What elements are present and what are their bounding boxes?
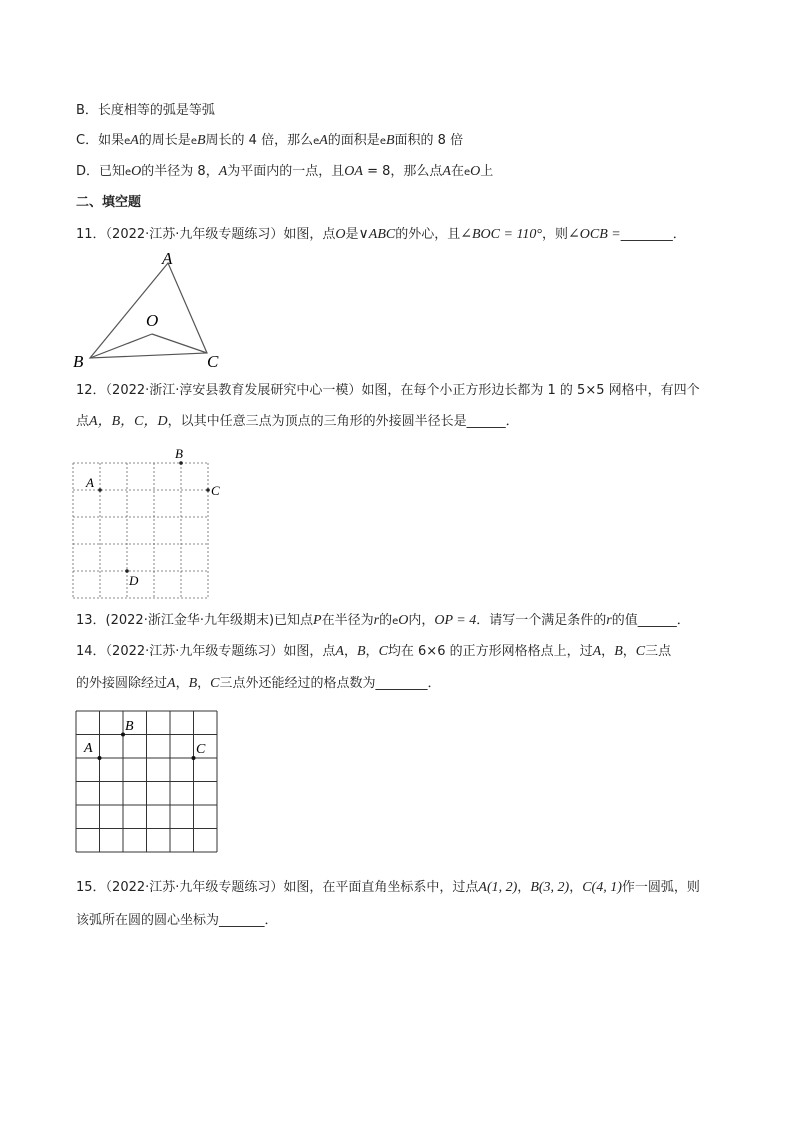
option-c-part: 面积的 8 倍 [394,133,464,148]
q14-answer-blank[interactable]: ________ [375,676,428,691]
option-d-part: 为平面内的一点，且 [227,164,345,179]
label-a: A [162,249,173,268]
point-a [98,756,102,760]
q14-point: C [378,644,388,659]
q15-point-b: B(3, 2) [530,880,570,895]
option-c-part: 的面积是 [327,133,380,148]
option-d-part: OA [344,164,363,179]
q14-sep: ， [365,644,379,659]
q13-text: ．请写一个满足条件的 [476,613,607,628]
q13-radius: r [373,613,380,628]
q12-points: A，B，C，D [89,414,168,429]
q11-answer-blank[interactable]: ________ [620,227,673,242]
q15-sep: ， [517,880,531,895]
q15-answer-blank[interactable]: _______ [219,913,265,928]
question-13 [76,611,690,632]
q14-point: B [356,644,366,659]
q13-text: 在半径为 [321,613,374,628]
q14-sep: ， [601,644,615,659]
point-c [206,488,210,492]
option-b-text: B．长度相等的弧是等弧 [76,103,215,118]
q13-equation: OP = 4 [434,613,477,628]
circle-symbol: e [313,136,320,147]
q14-text: 三点外还能经过的格点数为 [219,676,376,691]
q14-sep: ， [175,676,189,691]
option-c-part: A [319,133,328,148]
q15-sep: ， [569,880,583,895]
point-b [179,461,183,465]
q13-radius: r [606,613,612,628]
option-c-part: 的周长是 [138,133,191,148]
q14-point: A [335,644,344,659]
q12-text: 点 [76,414,90,429]
q11-point-o: O [335,227,346,242]
label-c: C [196,742,206,757]
question-15-line1 [76,878,700,898]
q14-point: B [614,644,623,659]
label-b: B [125,719,134,734]
q15-text: 作一圆弧，则 [621,880,700,895]
label-b: B [73,352,84,371]
option-d-part: O [470,164,481,179]
question-14-line2 [76,674,441,694]
q14-sep: ， [343,644,357,659]
q15-text: 该弧所在圆的圆心坐标为 [76,913,220,928]
q13-end: ． [676,613,690,628]
option-d-part: O [131,164,142,179]
q14-sep: ， [622,644,636,659]
question-12-line2 [76,412,519,432]
q13-prefix: 13．(2022·浙江金华·九年级期末)已知点 [76,613,314,628]
option-c-part: B [385,133,395,148]
circle-symbol: e [190,136,197,147]
label-b: B [175,446,183,461]
q14-point: A [592,644,602,659]
q12-text: ，以其中任意三点为顶点的三角形的外接圆半径长是 [167,414,467,429]
question-11 [76,225,686,245]
question-12-line1: 12．（2022·浙江·淳安县教育发展研究中心一模）如图，在每个小正方形边长都为 1 的 5×5 网格中，有四个 [76,383,700,398]
option-d-part: 在 [450,164,464,179]
q11-triangle: ∨ABC [358,227,396,242]
q12-end: ． [505,414,519,429]
circle-symbol: e [125,167,132,178]
q14-grid-figure [72,707,222,857]
circle-symbol: e [379,136,386,147]
option-c [76,131,463,152]
q13-text: 的值 [611,613,638,628]
q14-text: 14．（2022·江苏·九年级专题练习）如图，点 [76,644,336,659]
q14-point: C [635,644,646,659]
q14-gridlines [76,711,217,852]
option-d-part: = 8，那么点 [362,164,443,179]
q13-circle-o: O [398,613,409,628]
q14-point: C [210,676,220,691]
q14-text: 均在 6×6 的正方形网格格点上，过 [387,644,593,659]
q11-angle-boc: ∠BOC = 110° [460,227,543,242]
option-c-part: A [130,133,139,148]
question-14-line1 [76,642,671,662]
option-d-part: A [218,164,228,179]
q11-triangle-figure [70,248,230,373]
label-c: C [207,352,219,371]
option-d [76,162,493,183]
q14-end: ． [427,676,441,691]
option-c-part: 周长的 4 倍，那么 [205,133,314,148]
q15-text: 15．（2022·江苏·九年级专题练习）如图，在平面直角坐标系中，过点 [76,880,479,895]
q13-text: 内， [408,613,435,628]
question-15-line2 [76,911,278,931]
label-a: A [86,475,94,490]
circle-symbol: e [124,136,131,147]
q12-grid-figure [66,443,236,603]
option-c-part: B [196,133,206,148]
q13-text: 的 [379,613,393,628]
q15-point-a: A(1, 2) [478,880,518,895]
q11-angle-ocb: ∠OCB = [568,227,621,242]
point-a [98,488,102,492]
option-d-part: 的半径为 8， [141,164,219,179]
option-d-part: A [442,164,451,179]
option-d-part: D．已知 [76,164,126,179]
q14-text: 三点 [645,644,672,659]
q13-answer-blank[interactable]: ______ [637,613,677,628]
q11-text: 的外心，且 [395,227,461,242]
option-c-part: C．如果 [76,133,125,148]
section-heading: 二、填空题 [76,195,142,210]
q11-prefix: 11．（2022·江苏·九年级专题练习）如图，点 [76,227,336,242]
label-d: D [129,573,139,588]
option-d-part: 上 [480,164,494,179]
segment-oc [152,334,207,353]
label-o: O [146,311,159,330]
q11-text: ，则 [542,227,569,242]
label-a: A [84,741,93,756]
label-c: C [211,483,220,498]
q13-point-p: P [313,613,322,628]
q12-answer-blank[interactable]: ______ [466,414,506,429]
q15-end: ． [264,913,278,928]
option-b [76,101,215,121]
circle-symbol: e [463,167,471,178]
q14-sep: ， [197,676,211,691]
q11-end: ． [672,227,686,242]
circle-symbol: e [392,616,399,627]
q15-point-c: C(4, 1) [582,880,622,895]
q11-text: 是 [345,227,359,242]
q14-point: B [188,676,198,691]
q14-point: A [167,676,176,691]
point-c [192,756,196,760]
q14-text: 的外接圆除经过 [76,676,168,691]
